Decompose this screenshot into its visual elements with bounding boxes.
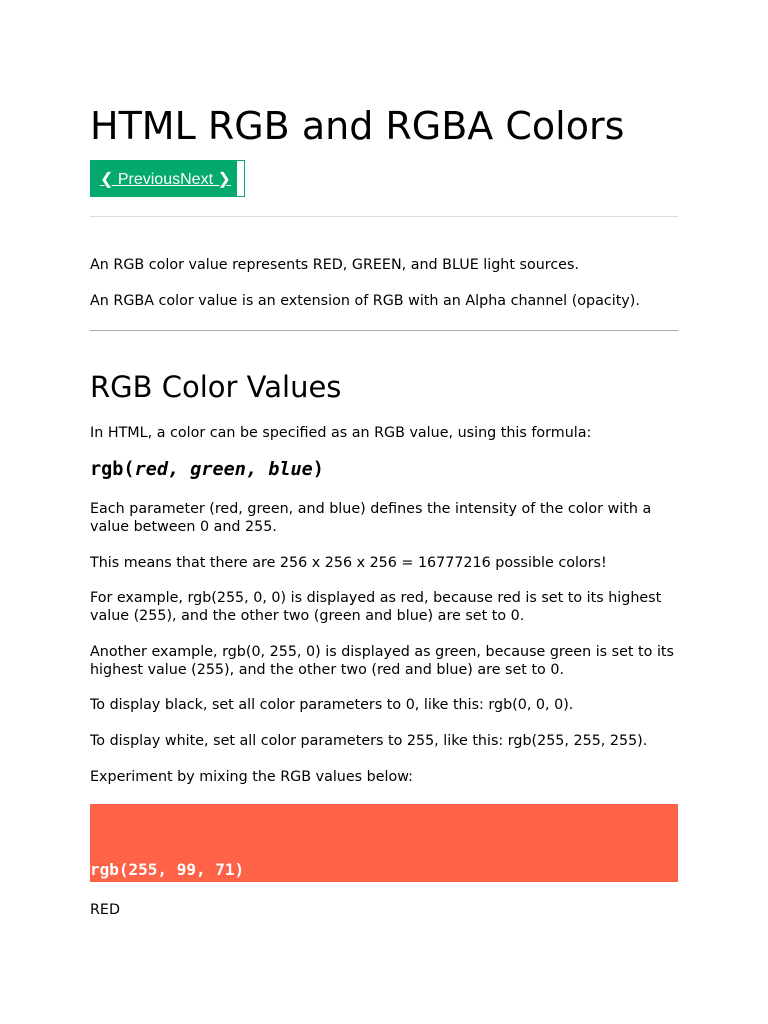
nav-divider <box>236 161 244 196</box>
section-divider <box>90 330 678 331</box>
paragraph-green-example: Another example, rgb(0, 255, 0) is displayed as green, because green is set to its highest value (255), and the other two (red and blue) are set to 0. <box>90 644 674 678</box>
rgb-value-label: rgb(255, 99, 71) <box>90 860 245 879</box>
formula-prefix: rgb( <box>90 459 135 480</box>
divider <box>90 216 678 217</box>
paragraph-intensity: Each parameter (red, green, and blue) defines the intensity of the color with a value between 0 and 255. <box>90 501 652 535</box>
intro-rgba-text: An RGBA color value is an extension of RGB with an Alpha channel (opacity). <box>90 293 640 309</box>
paragraph-white: To display white, set all color parameters to 255, like this: rgb(255, 255, 255). <box>90 733 648 749</box>
paragraph-black: To display black, set all color parameters to 0, like this: rgb(0, 0, 0). <box>90 697 574 713</box>
color-swatch <box>90 804 678 882</box>
section-title: RGB Color Values <box>90 370 342 404</box>
paragraph-red-example: For example, rgb(255, 0, 0) is displayed as red, because red is set to its highest value (255), and the other two (green and blue) are set to 0. <box>90 590 662 624</box>
previous-button[interactable]: ❮ Previous <box>100 171 181 188</box>
paragraph-experiment: Experiment by mixing the RGB values below: <box>90 769 413 785</box>
rgb-formula <box>90 458 324 482</box>
pagination-buttons <box>90 160 245 197</box>
pagination-nav <box>90 160 245 197</box>
channel-label-red: RED <box>90 902 120 918</box>
formula-intro: In HTML, a color can be specified as an RGB value, using this formula: <box>90 425 592 441</box>
formula-suffix: ) <box>312 459 324 480</box>
paragraph-possible-colors: This means that there are 256 x 256 x 256 = 16777216 possible colors! <box>90 555 607 571</box>
intro-rgb-text: An RGB color value represents RED, GREEN, and BLUE light sources. <box>90 257 579 273</box>
next-button[interactable]: Next ❯ <box>180 171 231 188</box>
page-title: HTML RGB and RGBA Colors <box>90 104 625 148</box>
formula-params: red, green, blue <box>134 459 313 480</box>
